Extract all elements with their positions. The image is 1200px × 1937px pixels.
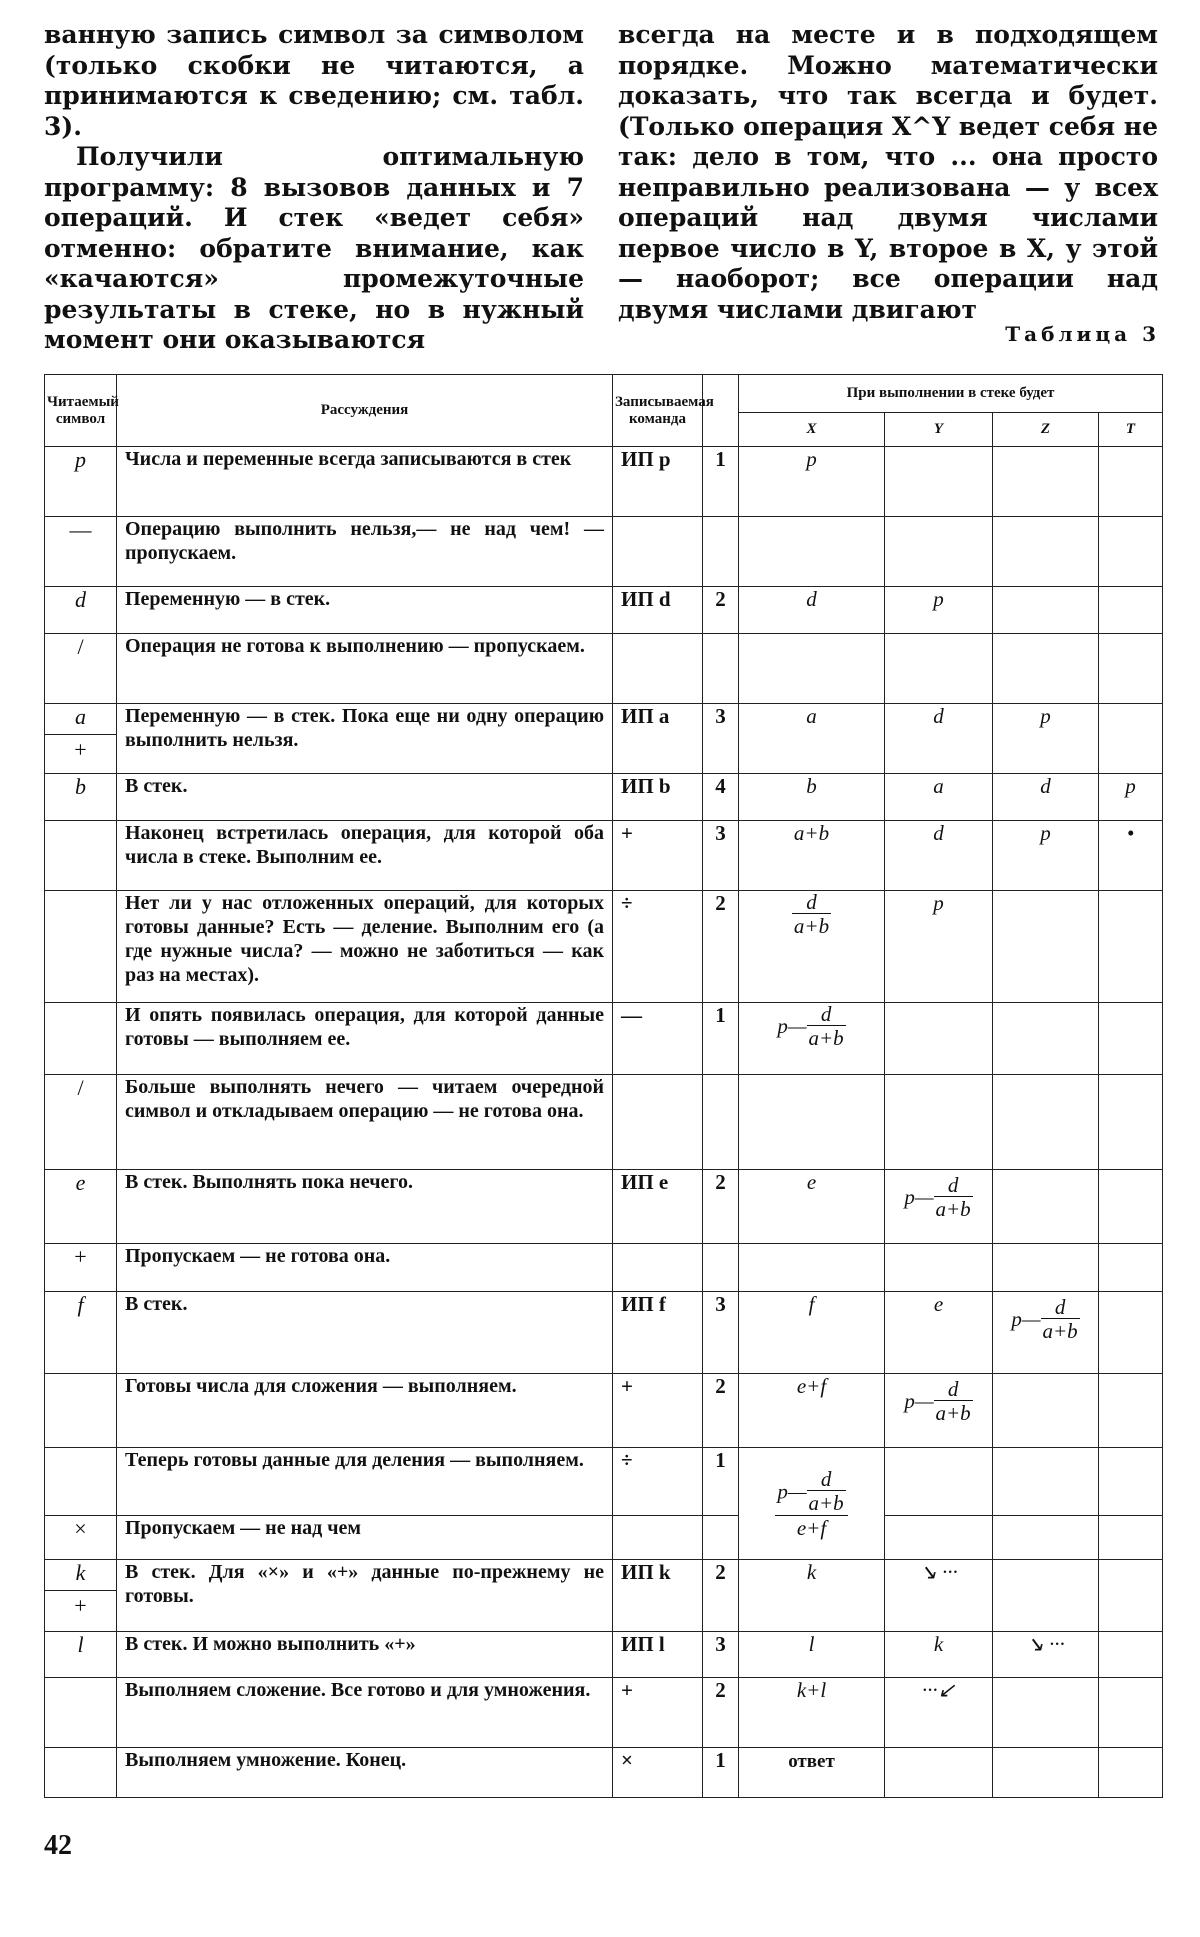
row-command: + <box>613 1374 703 1448</box>
stack-t <box>1099 517 1163 587</box>
stack-t: p <box>1099 774 1163 821</box>
row-reasoning: И опять появилась операция, для которой данные готовы — выполняем ее. <box>117 1003 613 1075</box>
row-count: 2 <box>703 1560 739 1632</box>
stack-z: ↘ ··· <box>993 1632 1099 1678</box>
row-count: 2 <box>703 1170 739 1244</box>
header-x: X <box>739 413 885 447</box>
fraction-denominator: a+b <box>935 1401 971 1425</box>
row-command: ÷ <box>613 891 703 1003</box>
row-symbol: + <box>45 1244 117 1292</box>
table-row <box>45 1244 1163 1292</box>
row-symbol: e <box>45 1170 117 1244</box>
stack-y <box>885 634 993 704</box>
row-command: ИП e <box>613 1170 703 1244</box>
stack-x <box>739 517 885 587</box>
stack-t: • <box>1099 821 1163 891</box>
paragraph-1: ванную запись символ за символом (только скобки не читаются, а принимаются к сведению; см. табл. 3). <box>44 20 584 141</box>
table-row <box>45 1678 1163 1748</box>
row-symbol: / <box>45 1075 117 1170</box>
row-symbol <box>45 1003 117 1075</box>
row-count: 2 <box>703 891 739 1003</box>
table-row <box>45 704 1163 774</box>
stack-y <box>885 1516 993 1560</box>
row-command: ИП d <box>613 587 703 634</box>
compound-fraction <box>775 1468 847 1540</box>
stack-x: k+l <box>739 1678 885 1748</box>
stack-z <box>993 1560 1099 1632</box>
stack-x: a+b <box>739 821 885 891</box>
prefix: p— <box>1011 1307 1041 1331</box>
stack-x <box>739 634 885 704</box>
stack-z <box>993 587 1099 634</box>
row-count <box>703 517 739 587</box>
stack-y <box>885 1003 993 1075</box>
prefix: p— <box>777 1014 807 1038</box>
fraction <box>807 1468 846 1515</box>
row-count: 4 <box>703 774 739 821</box>
row-reasoning: Готовы числа для сложения — выполняем. <box>117 1374 613 1448</box>
stack-y: d <box>885 821 993 891</box>
fraction-numerator: d <box>947 1173 959 1197</box>
row-reasoning: В стек. <box>117 774 613 821</box>
row-reasoning: Операция не готова к выполнению — пропускаем. <box>117 634 613 704</box>
stack-t <box>1099 1003 1163 1075</box>
stack-x <box>739 1244 885 1292</box>
fraction <box>934 1378 973 1425</box>
stack-z <box>993 1244 1099 1292</box>
row-reasoning: В стек. И можно выполнить «+» <box>117 1632 613 1678</box>
row-command: ИП p <box>613 447 703 517</box>
row-command <box>613 517 703 587</box>
stack-x <box>739 1003 885 1075</box>
stack-z <box>993 517 1099 587</box>
table-row <box>45 891 1163 1003</box>
row-command: ИП a <box>613 704 703 774</box>
row-reasoning: В стек. Выполнять пока нечего. <box>117 1170 613 1244</box>
stack-y <box>885 1170 993 1244</box>
stack-x: f <box>739 1292 885 1374</box>
fraction <box>807 1003 846 1050</box>
row-reasoning: Выполняем умножение. Конец. <box>117 1748 613 1798</box>
header-count <box>703 375 739 447</box>
answer-label: ответ <box>788 1751 835 1772</box>
row-symbol: p <box>45 447 117 517</box>
row-count: 3 <box>703 1292 739 1374</box>
page-number: 42 <box>44 1830 72 1861</box>
prefix: p— <box>904 1389 934 1413</box>
stack-y <box>885 447 993 517</box>
stack-z: p <box>993 821 1099 891</box>
stack-y: a <box>885 774 993 821</box>
row-symbol <box>45 1748 117 1798</box>
table-row <box>45 1632 1163 1678</box>
table-caption: Таблица 3 <box>1005 322 1160 346</box>
row-reasoning: Пропускаем — не над чем <box>117 1516 613 1560</box>
stack-z <box>993 1003 1099 1075</box>
stack-x <box>739 1748 885 1798</box>
stack-t <box>1099 1560 1163 1632</box>
table-row <box>45 1374 1163 1448</box>
table-row <box>45 1075 1163 1170</box>
row-reasoning: Нет ли у нас отложенных операций, для которых готовы данные? Есть — деление. Выполним его (а где нужные числа? — можно не заботиться — как раз на местах). <box>117 891 613 1003</box>
table-row <box>45 1516 1163 1560</box>
row-symbol-secondary: + <box>45 1590 116 1619</box>
row-symbol: / <box>45 634 117 704</box>
left-column <box>44 20 584 356</box>
right-column <box>618 20 1158 325</box>
row-count: 3 <box>703 1632 739 1678</box>
stack-x <box>739 1075 885 1170</box>
table-row <box>45 821 1163 891</box>
fraction-denominator: a+b <box>808 1026 844 1050</box>
stack-t <box>1099 1244 1163 1292</box>
stack-x: l <box>739 1632 885 1678</box>
paragraph-2: Получили оптимальную программу: 8 вызовов данных и 7 операций. И стек «ведет себя» отменно: обратите внимание, как «качаются» промежуточные результаты в стеке, но в нужный момент они оказываются <box>44 142 584 354</box>
row-symbol <box>45 891 117 1003</box>
table-row <box>45 1292 1163 1374</box>
stack-t <box>1099 1075 1163 1170</box>
row-reasoning: Переменную — в стек. Пока еще ни одну операцию выполнить нельзя. <box>117 704 613 774</box>
row-reasoning: Переменную — в стек. <box>117 587 613 634</box>
row-symbol-secondary: + <box>45 734 116 763</box>
table-row <box>45 634 1163 704</box>
prefix: p— <box>904 1185 934 1209</box>
stack-t <box>1099 587 1163 634</box>
row-count: 1 <box>703 1748 739 1798</box>
header-t: T <box>1099 413 1163 447</box>
row-reasoning: В стек. <box>117 1292 613 1374</box>
table-row <box>45 1560 1163 1632</box>
fraction-denominator: a+b <box>935 1197 971 1221</box>
stack-y <box>885 517 993 587</box>
stack-t <box>1099 1748 1163 1798</box>
stack-z <box>993 447 1099 517</box>
row-count: 2 <box>703 587 739 634</box>
stack-y: e <box>885 1292 993 1374</box>
header-command: Записываемая команда <box>613 375 703 447</box>
stack-y <box>885 1448 993 1516</box>
stack-z <box>993 634 1099 704</box>
row-reasoning: В стек. Для «×» и «+» данные по-прежнему не готовы. <box>117 1560 613 1632</box>
row-count: 1 <box>703 447 739 517</box>
stack-z: d <box>993 774 1099 821</box>
row-command: + <box>613 1678 703 1748</box>
fraction-numerator: d <box>806 890 817 914</box>
row-reasoning: Больше выполнять нечего — читаем очередной символ и откладываем операцию — не готова она. <box>117 1075 613 1170</box>
row-command <box>613 1244 703 1292</box>
row-symbol: b <box>45 774 117 821</box>
table-row <box>45 1003 1163 1075</box>
stack-y <box>885 1244 993 1292</box>
fraction <box>934 1174 973 1221</box>
row-count <box>703 1516 739 1560</box>
stack-y: k <box>885 1632 993 1678</box>
row-count: 1 <box>703 1448 739 1516</box>
row-command: — <box>613 1003 703 1075</box>
header-symbol: Читаемый символ <box>45 375 117 447</box>
row-command: × <box>613 1748 703 1798</box>
fraction-denominator: a+b <box>793 914 830 938</box>
fraction-denominator: e+f <box>775 1515 847 1540</box>
row-command <box>613 1075 703 1170</box>
fraction-numerator: d <box>1054 1295 1066 1319</box>
stack-z <box>993 1075 1099 1170</box>
stack-z <box>993 1448 1099 1516</box>
stack-t <box>1099 891 1163 1003</box>
stack-z <box>993 1678 1099 1748</box>
row-symbol <box>45 821 117 891</box>
header-y: Y <box>885 413 993 447</box>
paragraph-3: всегда на месте и в подходящем порядке. Можно математически доказать, что так всегда и будет. (Только операция X^Y ведет себя не так: дело в том, что ... она просто неправильно реализована — у всех операций над двумя числами первое число в Y, второе в X, у этой — наоборот; все операции над двумя числами двигают <box>618 20 1158 324</box>
table-row <box>45 1448 1163 1516</box>
row-symbol <box>45 704 117 774</box>
stack-t <box>1099 447 1163 517</box>
row-symbol <box>45 1560 117 1632</box>
row-command: ИП k <box>613 1560 703 1632</box>
stack-x: a <box>739 704 885 774</box>
row-symbol-primary: k <box>75 1560 86 1585</box>
stack-z <box>993 1374 1099 1448</box>
row-command: ИП l <box>613 1632 703 1678</box>
stack-x: k <box>739 1560 885 1632</box>
table-row <box>45 774 1163 821</box>
row-count <box>703 634 739 704</box>
row-reasoning: Операцию выполнить нельзя,— не над чем! — пропускаем. <box>117 517 613 587</box>
row-command <box>613 634 703 704</box>
row-reasoning: Пропускаем — не готова она. <box>117 1244 613 1292</box>
row-reasoning: Числа и переменные всегда записываются в стек <box>117 447 613 517</box>
stack-t <box>1099 1516 1163 1560</box>
stack-x <box>739 891 885 1003</box>
stack-t <box>1099 634 1163 704</box>
table-row <box>45 1748 1163 1798</box>
stack-z: p <box>993 704 1099 774</box>
row-symbol <box>45 1678 117 1748</box>
stack-y <box>885 1748 993 1798</box>
stack-t <box>1099 1448 1163 1516</box>
row-count <box>703 1244 739 1292</box>
stack-y: ↘ ··· <box>885 1560 993 1632</box>
stack-x: d <box>739 587 885 634</box>
stack-t <box>1099 1292 1163 1374</box>
stack-z <box>993 1748 1099 1798</box>
row-symbol: × <box>45 1516 117 1560</box>
stack-t <box>1099 1678 1163 1748</box>
row-reasoning: Наконец встретилась операция, для которой оба числа в стеке. Выполним ее. <box>117 821 613 891</box>
row-command: ИП b <box>613 774 703 821</box>
stack-y: ···↙ <box>885 1678 993 1748</box>
row-command <box>613 1516 703 1560</box>
stack-y: d <box>885 704 993 774</box>
stack-x: b <box>739 774 885 821</box>
prefix: p— <box>777 1479 807 1503</box>
stack-x: e+f <box>739 1374 885 1448</box>
header-z: Z <box>993 413 1099 447</box>
row-reasoning: Выполняем сложение. Все готово и для умножения. <box>117 1678 613 1748</box>
fraction-numerator: d <box>820 1466 832 1491</box>
header-stack-group: При выполнении в стеке будет <box>739 375 1163 413</box>
fraction <box>1041 1296 1080 1343</box>
stack-t <box>1099 1170 1163 1244</box>
row-command: + <box>613 821 703 891</box>
stack-y <box>885 1075 993 1170</box>
table-row <box>45 517 1163 587</box>
fraction <box>792 891 831 938</box>
row-symbol <box>45 1448 117 1516</box>
row-count: 1 <box>703 1003 739 1075</box>
stack-y: p <box>885 587 993 634</box>
row-reasoning: Теперь готовы данные для деления — выполняем. <box>117 1448 613 1516</box>
row-count: 2 <box>703 1374 739 1448</box>
stack-x: e <box>739 1170 885 1244</box>
row-symbol: — <box>45 517 117 587</box>
fraction-denominator: a+b <box>808 1490 844 1515</box>
row-command: ÷ <box>613 1448 703 1516</box>
table-row <box>45 1170 1163 1244</box>
stack-table <box>44 374 1163 1798</box>
row-symbol: l <box>45 1632 117 1678</box>
row-symbol-primary: a <box>75 704 86 729</box>
stack-t <box>1099 1632 1163 1678</box>
row-symbol: d <box>45 587 117 634</box>
stack-y: p <box>885 891 993 1003</box>
row-count: 2 <box>703 1678 739 1748</box>
row-command: ИП f <box>613 1292 703 1374</box>
table-row <box>45 587 1163 634</box>
fraction-numerator <box>775 1468 847 1515</box>
stack-z <box>993 1292 1099 1374</box>
stack-z <box>993 1170 1099 1244</box>
stack-t <box>1099 704 1163 774</box>
row-count: 3 <box>703 704 739 774</box>
stack-x: p <box>739 447 885 517</box>
fraction-numerator: d <box>947 1377 959 1401</box>
stack-z <box>993 891 1099 1003</box>
header-reasoning: Рассуждения <box>117 375 613 447</box>
row-symbol: f <box>45 1292 117 1374</box>
fraction-numerator: d <box>820 1002 832 1026</box>
table-row <box>45 447 1163 517</box>
fraction-denominator: a+b <box>1042 1319 1078 1343</box>
row-count: 3 <box>703 821 739 891</box>
stack-y <box>885 1374 993 1448</box>
row-symbol <box>45 1374 117 1448</box>
row-count <box>703 1075 739 1170</box>
stack-x <box>739 1448 885 1560</box>
stack-z <box>993 1516 1099 1560</box>
stack-t <box>1099 1374 1163 1448</box>
